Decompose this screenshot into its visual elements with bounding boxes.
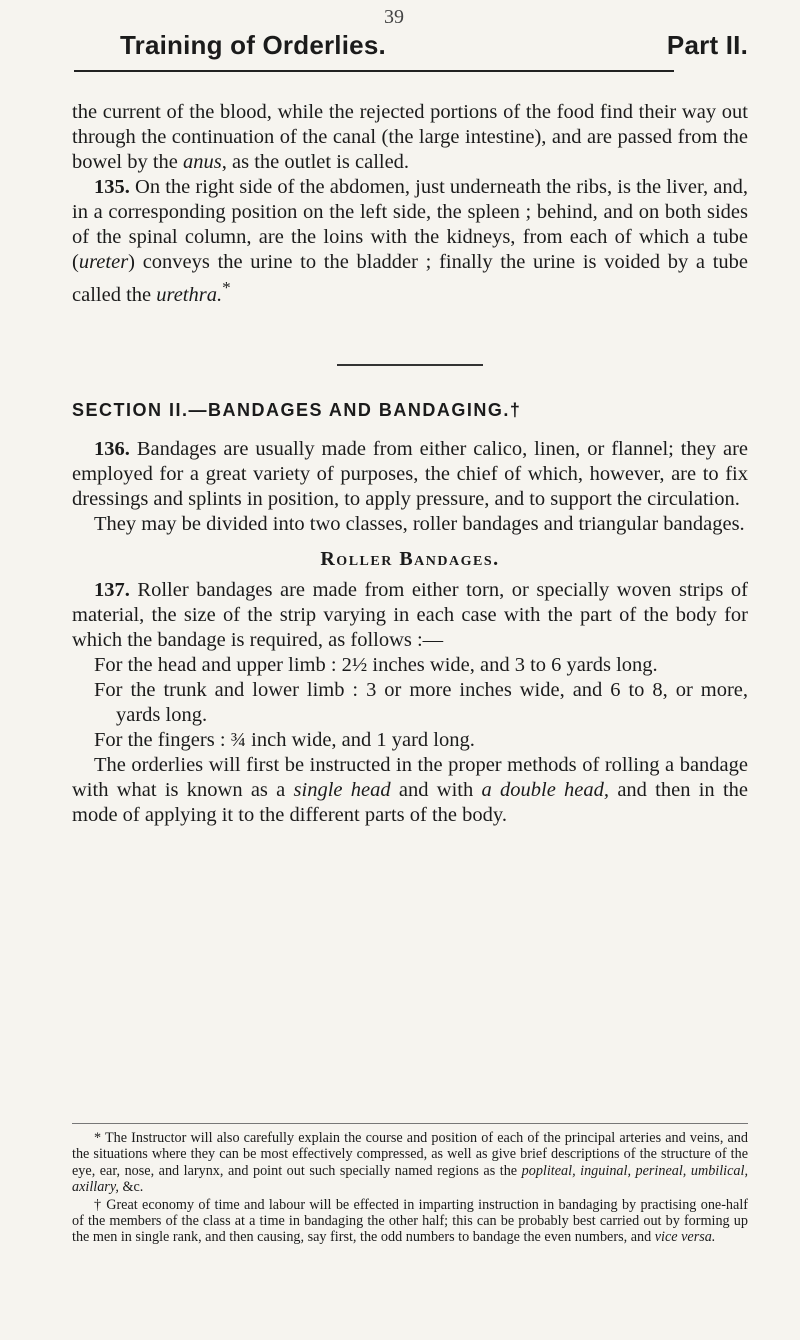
paragraph-136: 136. Bandages are usually made from either calico, linen, or flannel; they are employed for a great variety of purposes, the chief of which, however, are to fix dressings and splints in position, to apply pressure, and to support the circulation. [72, 437, 748, 510]
footnote-rule [72, 1123, 748, 1124]
header-rule [74, 70, 674, 72]
running-head-title: Training of Orderlies. [120, 30, 386, 60]
body-text [72, 100, 748, 828]
list-item: For the fingers : ¾ inch wide, and 1 yard long. [94, 728, 475, 751]
paragraph-number: 137. [94, 578, 130, 601]
paragraph-final: The orderlies will first be instructed in the proper methods of rolling a bandage with what is known as a single head and with a double head, and then in the mode of applying it to the different parts of the body. [72, 753, 748, 826]
running-head-part: Part II. [666, 30, 748, 60]
italic-term: urethra. [156, 283, 223, 306]
paragraph-136-continued: They may be divided into two classes, roller bandages and triangular bandages. [94, 512, 745, 535]
italic-term: popliteal, inguinal, perineal, umbilical, axillary, [72, 1162, 749, 1196]
italic-term: a double head, [481, 778, 610, 801]
italic-term: ureter [78, 251, 129, 273]
subheading-roller-bandages: Roller Bandages. [320, 547, 500, 570]
footnote-1: * The Instructor will also carefully explain the course and position of each of the principal arteries and veins, and the situations where they can be most effectively compressed, as well as give brief descriptions of the structure of the eye, ear, nose, and larynx, and point out such specially named regions as the popliteal, inguinal, perineal, umbilical, axillary, &c. [72, 1130, 749, 1196]
footnote-2: † Great economy of time and labour will be effected in imparting instruction in bandaging by practising one-half of the members of the class at a time in bandaging the other half; this can be probably best carried out by forming up the men in single rank, and then causing, say first, the odd numbers to bandage the even numbers, and vice versa. [72, 1196, 748, 1246]
paragraph-137: 137. Roller bandages are made from either torn, or specially woven strips of material, the size of the strip varying in each case with the part of the body for which the bandage is required, as follows :— [72, 578, 749, 651]
paragraph-number: 135. [94, 176, 130, 198]
paragraph-continuation: the current of the blood, while the rejected portions of the food find their way out through the continuation of the canal (the large intestine), and are passed from the bowel by the anus, as the outlet is called. [72, 101, 748, 173]
italic-term: single head [293, 778, 391, 801]
paragraph-number: 136. [94, 437, 130, 460]
list-item: For the trunk and lower limb : 3 or more inches wide, and 6 to 8, or more, yards long. [94, 678, 748, 726]
list-item: For the head and upper limb : 2½ inches wide, and 3 to 6 yards long. [94, 653, 658, 676]
italic-term: anus [183, 151, 222, 173]
italic-term: vice versa. [654, 1229, 716, 1246]
paragraph-135: 135. On the right side of the abdomen, just underneath the ribs, is the liver, and, in a corresponding position on the left side, the spleen ; behind, and on both sides of the spinal column, are the loins with the kidneys, from each of which a tube (ureter) conveys the urine to the bladder ; finally the urine is voided by a tube called the urethra.* [72, 176, 749, 306]
footnote-marker: * [222, 278, 231, 297]
section-divider [337, 364, 483, 366]
section-heading: SECTION II.—BANDAGES AND BANDAGING.† [72, 399, 522, 420]
footnotes [72, 1130, 748, 1247]
page-number: 39 [384, 6, 404, 28]
